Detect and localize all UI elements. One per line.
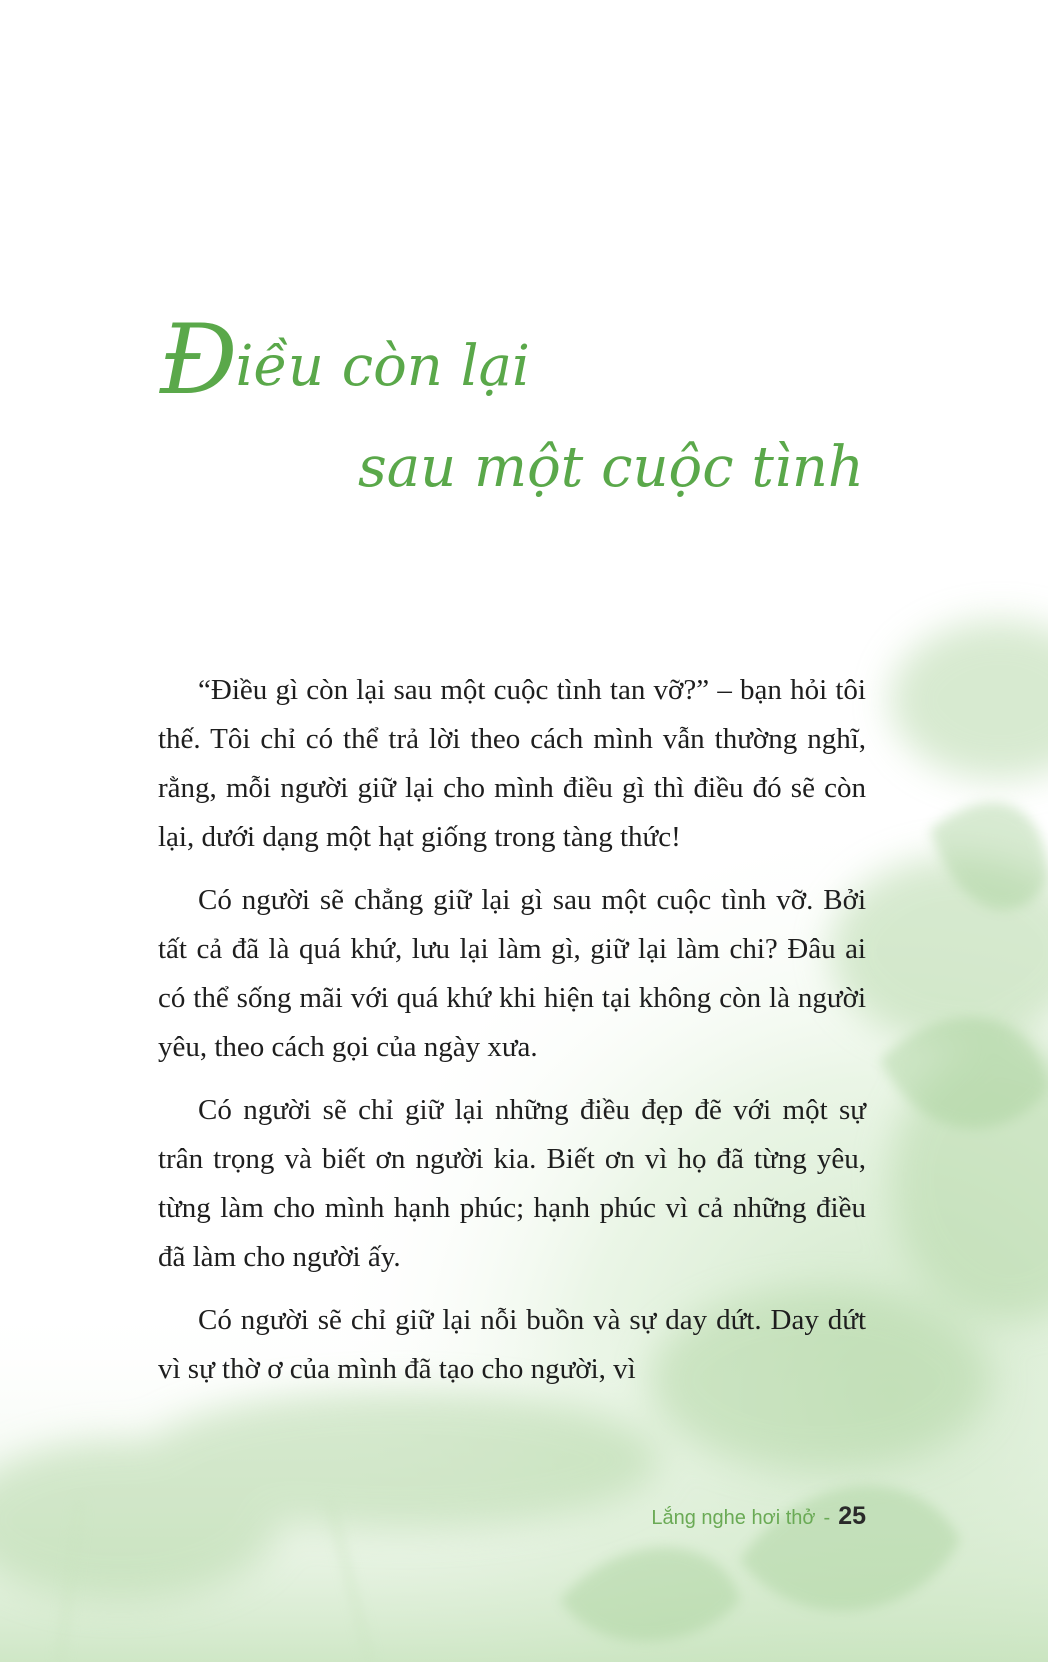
chapter-title-initial: Đ — [160, 304, 236, 416]
paragraph: “Điều gì còn lại sau một cuộc tình tan vỡ?” – bạn hỏi tôi thế. Tôi chỉ có thể trả lời theo cách mình vẫn thường nghĩ, rằng, mỗi người giữ lại cho mình điều gì thì điều đó sẽ còn lại, dưới dạng một hạt giống trong tàng thức! — [158, 674, 866, 853]
chapter-title-line-1 — [160, 304, 530, 416]
chapter-title-line-2: sau một cuộc tình — [358, 435, 864, 500]
footer-separator: - — [823, 1507, 831, 1529]
chapter-title-line-1-text: iều còn lại — [235, 334, 530, 399]
page-footer — [651, 1502, 866, 1531]
chapter-body — [158, 666, 866, 1408]
paragraph: Có người sẽ chỉ giữ lại những điều đẹp đẽ với một sự trân trọng và biết ơn người kia. Biết ơn vì họ đã từng yêu, từng làm cho mình hạnh phúc; hạnh phúc vì cả những điều đã làm cho người ấy. — [158, 1094, 866, 1273]
paragraph: Có người sẽ chẳng giữ lại gì sau một cuộc tình vỡ. Bởi tất cả đã là quá khứ, lưu lại làm gì, giữ lại làm chi? Đâu ai có thể sống mãi với quá khứ khi hiện tại không còn là người yêu, theo cách gọi của ngày xưa. — [158, 884, 866, 1063]
running-book-title: Lắng nghe hơi thở — [651, 1507, 816, 1529]
paragraph: Có người sẽ chỉ giữ lại nỗi buồn và sự day dứt. Day dứt vì sự thờ ơ của mình đã tạo cho người, vì — [158, 1304, 866, 1385]
page-number: 25 — [838, 1502, 866, 1530]
